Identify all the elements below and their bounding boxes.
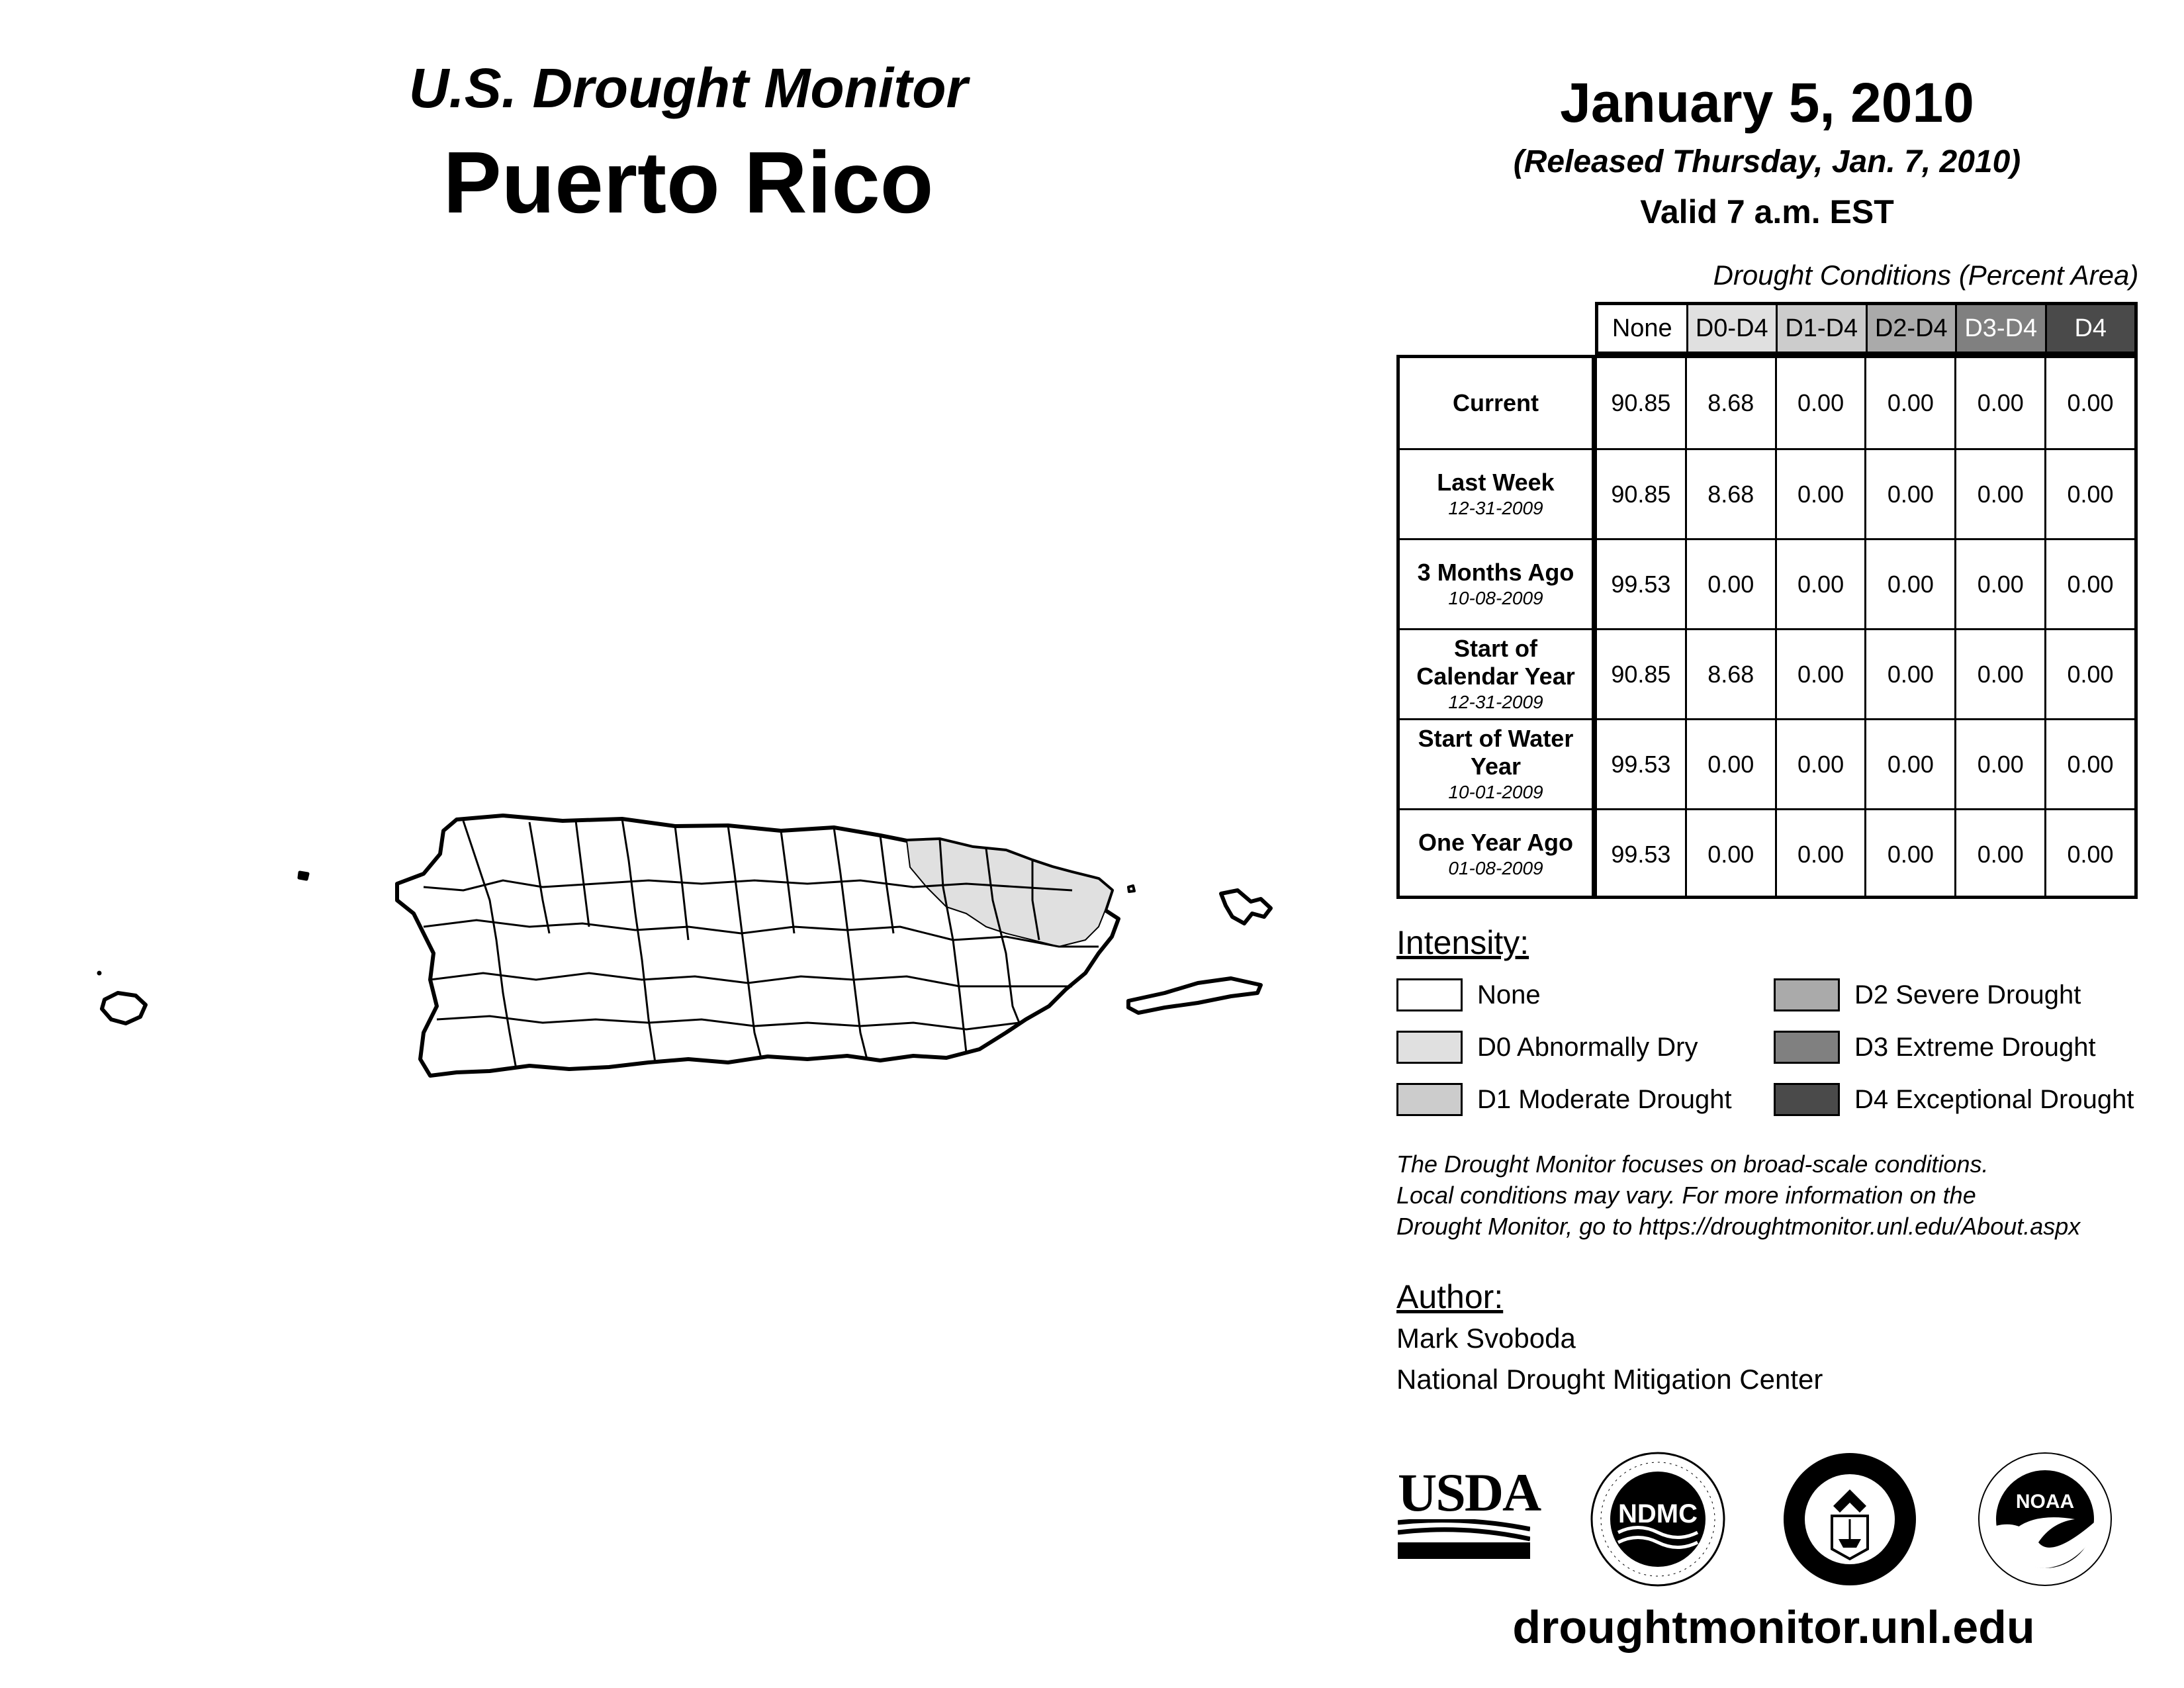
row-name: Start of Water Year [1418, 724, 1574, 780]
legend-item-d1 [1396, 1083, 1732, 1116]
usda-logo [1398, 1462, 1541, 1566]
table-row [1400, 808, 2134, 898]
footer-url[interactable]: droughtmonitor.unl.edu [1512, 1601, 2035, 1653]
legend-title: Intensity: [1396, 924, 1529, 961]
legend-swatch [1774, 1031, 1840, 1064]
legend-item-none [1396, 978, 1541, 1011]
col-header-d4: D4 [2045, 305, 2135, 352]
row-label [1400, 450, 1595, 538]
table-cell: 0.00 [2044, 630, 2134, 718]
table-cell: 0.00 [1775, 720, 1865, 808]
commerce-seal [1780, 1450, 1919, 1589]
legend-label: None [1477, 980, 1541, 1009]
row-name: Current [1452, 389, 1539, 416]
table-cell: 0.00 [1775, 810, 1865, 898]
col-header-d1-d4: D1-D4 [1776, 305, 1866, 352]
table-cell: 0.00 [2044, 358, 2134, 448]
table-cell: 99.53 [1595, 720, 1685, 808]
table-cell: 0.00 [1685, 810, 1775, 898]
date-block [1390, 66, 2144, 238]
map-date: January 5, 2010 [1560, 71, 1974, 134]
noaa-seal [1976, 1450, 2115, 1589]
table-cell: 99.53 [1595, 810, 1685, 898]
disclaimer-line: Local conditions may vary. For more information on the [1396, 1182, 1976, 1209]
table-cell: 0.00 [1864, 540, 1954, 628]
table-caption: Drought Conditions (Percent Area) [1713, 259, 2139, 291]
table-cell: 0.00 [1954, 720, 2044, 808]
valid-time: Valid 7 a.m. EST [1640, 193, 1894, 230]
row-date: 01-08-2009 [1448, 857, 1543, 878]
table-cell: 0.00 [1864, 810, 1954, 898]
disclaimer [1396, 1149, 2177, 1242]
table-cell: 0.00 [1775, 358, 1865, 448]
ndmc-logo-text: NDMC [1618, 1499, 1698, 1528]
release-date: (Released Thursday, Jan. 7, 2010) [1513, 144, 2021, 179]
disclaimer-line: The Drought Monitor focuses on broad-scale conditions. [1396, 1150, 1989, 1178]
table-cell: 0.00 [1685, 720, 1775, 808]
table-cell: 0.00 [1954, 540, 2044, 628]
table-cell: 90.85 [1595, 450, 1685, 538]
legend-swatch [1774, 1083, 1840, 1116]
usda-logo-text: USDA [1398, 1462, 1541, 1523]
table-cell: 0.00 [1775, 540, 1865, 628]
usda-logo-hills [1398, 1519, 1530, 1559]
table-cell: 0.00 [1954, 358, 2044, 448]
map-title: U.S. Drought Monitor [408, 57, 968, 119]
author-title: Author: [1396, 1278, 1504, 1315]
row-label [1400, 630, 1595, 718]
row-date: 12-31-2009 [1448, 691, 1543, 712]
legend-label: D4 Exceptional Drought [1854, 1084, 2134, 1114]
col-header-d3-d4: D3-D4 [1955, 305, 2045, 352]
table-header-row [1595, 302, 2138, 355]
commerce-logo [1780, 1450, 1919, 1589]
vieques-island [1128, 978, 1261, 1013]
row-label [1400, 720, 1595, 808]
table-cell: 8.68 [1685, 450, 1775, 538]
row-name: One Year Ago [1418, 828, 1574, 856]
region-title: Puerto Rico [443, 134, 934, 231]
table-cell: 90.85 [1595, 630, 1685, 718]
col-header-d0-d4: D0-D4 [1686, 305, 1776, 352]
legend-swatch [1774, 978, 1840, 1011]
legend-label: D1 Moderate Drought [1477, 1084, 1732, 1114]
col-header-d2-d4: D2-D4 [1866, 305, 1956, 352]
table-row [1400, 628, 2134, 718]
row-date: 10-01-2009 [1448, 781, 1543, 802]
table-cell: 0.00 [1685, 540, 1775, 628]
table-cell: 0.00 [1864, 358, 1954, 448]
legend-label: D3 Extreme Drought [1854, 1032, 2096, 1062]
row-label [1400, 810, 1595, 898]
culebra-island [1221, 890, 1271, 923]
table-row [1400, 538, 2134, 628]
noaa-logo-text: NOAA [2015, 1491, 2075, 1513]
eastern-islet [1128, 886, 1134, 892]
table-cell: 0.00 [1775, 450, 1865, 538]
table-cell: 0.00 [1864, 450, 1954, 538]
table-cell: 8.68 [1685, 630, 1775, 718]
row-label [1400, 540, 1595, 628]
desecheo-islet [299, 872, 308, 879]
table-row [1400, 358, 2134, 448]
row-date: 12-31-2009 [1448, 497, 1543, 518]
legend-item-d4 [1774, 1083, 2134, 1116]
table-cell: 0.00 [1775, 630, 1865, 718]
table-cell: 0.00 [1954, 810, 2044, 898]
table-cell: 0.00 [2044, 810, 2134, 898]
row-name: Last Week [1437, 468, 1555, 496]
drought-conditions-table [1396, 355, 2138, 899]
table-cell: 0.00 [1864, 720, 1954, 808]
author-organization: National Drought Mitigation Center [1396, 1364, 1823, 1395]
table-row [1400, 718, 2134, 808]
row-date: 10-08-2009 [1448, 587, 1543, 608]
table-cell: 0.00 [2044, 540, 2134, 628]
row-name: Start of Calendar Year [1416, 634, 1575, 690]
table-cell: 90.85 [1595, 358, 1685, 448]
table-cell: 99.53 [1595, 540, 1685, 628]
col-header-none: None [1598, 305, 1686, 352]
puerto-rico-map [0, 0, 1390, 1192]
table-cell: 0.00 [2044, 720, 2134, 808]
row-name: 3 Months Ago [1417, 558, 1574, 586]
table-cell: 0.00 [1864, 630, 1954, 718]
legend-swatch [1396, 1031, 1463, 1064]
disclaimer-line: Drought Monitor, go to https://droughtmonitor.unl.edu/About.aspx [1396, 1213, 2081, 1240]
author-name: Mark Svoboda [1396, 1323, 1576, 1354]
legend-label: D0 Abnormally Dry [1477, 1032, 1698, 1062]
legend-swatch [1396, 978, 1463, 1011]
row-label [1400, 358, 1595, 448]
table-row [1400, 448, 2134, 538]
legend-item-d3 [1774, 1031, 2096, 1064]
legend-swatch [1396, 1083, 1463, 1116]
noaa-logo [1976, 1450, 2115, 1589]
legend-label: D2 Severe Drought [1854, 980, 2081, 1009]
table-cell: 8.68 [1685, 358, 1775, 448]
table-cell: 0.00 [1954, 630, 2044, 718]
table-cell: 0.00 [1954, 450, 2044, 538]
ndmc-logo [1588, 1450, 1727, 1589]
legend-item-d2 [1774, 978, 2081, 1011]
table-cell: 0.00 [2044, 450, 2134, 538]
monito-islet [97, 971, 101, 975]
mona-island [102, 993, 146, 1023]
legend-item-d0 [1396, 1031, 1698, 1064]
